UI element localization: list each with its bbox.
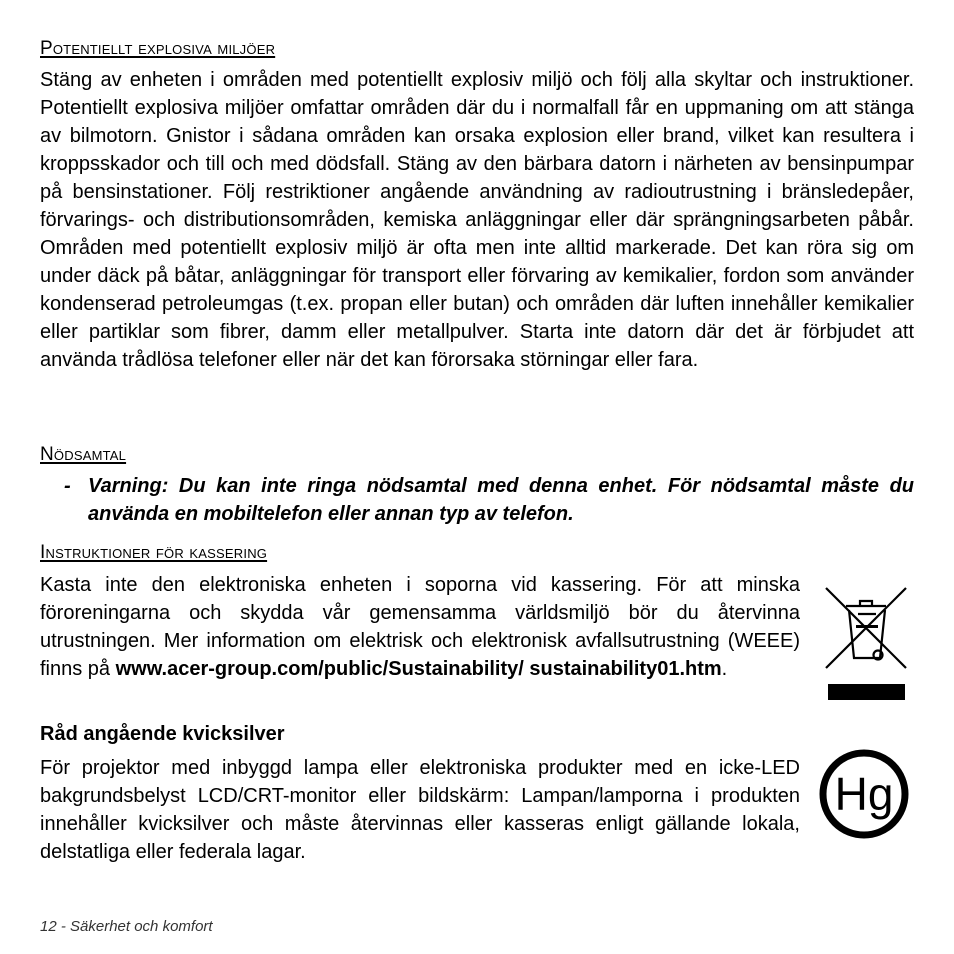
section-heading-disposal: Instruktioner för kassering: [40, 542, 268, 563]
paragraph-explosive: Stäng av enheten i områden med potentiellt explosiv miljö och följ alla skyltar och instruktioner. Potentiellt explosiva miljöer omfattar områden där du i normalfall får en uppmaning om att stänga av bilmotorn. Gnistor i sådana områden kan orsaka explosion eller brand, vilket kan resultera i kroppsskador och till och med dödsfall. Stäng av den bärbara datorn i närheten av bensinpumpar på bensinstationer. Följ restriktioner angående användning av radioutrustning i bränsledepåer, förvarings- och distributionsområden, kemiska anläggningar eller där sprängningsarbeten påbår. Områden med potentiellt explosiv miljö är ofta men inte alltid markerade. Det kan röra sig om under däck på båtar, anläggningar för transport eller förvaring av kemikalier, fordon som använder kondenserad petroleumgas (t.ex. propan eller butan) och områden där luften innehåller kemikalier eller partiklar som fibrer, damm eller metallpulver. Starta inte datorn där det är förbjudet att använda trådlösa telefoner eller när det kan förorsaka störningar eller fara.: [40, 69, 914, 371]
section-heading-emergency: Nödsamtal: [40, 444, 127, 465]
page-footer: 12 - Säkerhet och komfort: [40, 918, 213, 935]
hg-mercury-icon: [818, 748, 910, 840]
bullet-dash: -: [64, 475, 71, 497]
sustainability-link[interactable]: www.acer-group.com/public/Sustainability/ sustainability01.htm: [115, 658, 722, 680]
paragraph-disposal: [40, 571, 800, 683]
disposal-text: Kasta inte den elektroniska enheten i soporna vid kassering. För att minska föroreningarna och skydda vår gemensamma världsmiljö bör du återvinna utrustningen. Mer information om elektrisk och elektronisk avfallsutrustning (WEEE) finns på: [40, 574, 800, 680]
hg-label: Hg: [834, 768, 894, 820]
section-heading-mercury: Råd angående kvicksilver: [40, 723, 285, 745]
warning-text: Varning: Du kan inte ringa nödsamtal med denna enhet. För nödsamtal måste du använda en mobiltelefon eller annan typ av telefon.: [88, 475, 914, 525]
weee-crossed-bin-icon: [822, 584, 910, 704]
disposal-text-end: .: [721, 658, 728, 680]
warning-note: [40, 472, 914, 528]
paragraph-mercury: För projektor med inbyggd lampa eller elektroniska produkter med en icke-LED bakgrundsbelyst LCD/CRT-monitor eller bildskärm: Lampan/lamporna i produkten innehåller kvicksilver och måste återvinnas eller kasseras enligt gällande lokala, delstatliga eller federala lagar.: [40, 757, 800, 863]
section-heading-explosive: Potentiellt explosiva miljöer: [40, 38, 276, 59]
